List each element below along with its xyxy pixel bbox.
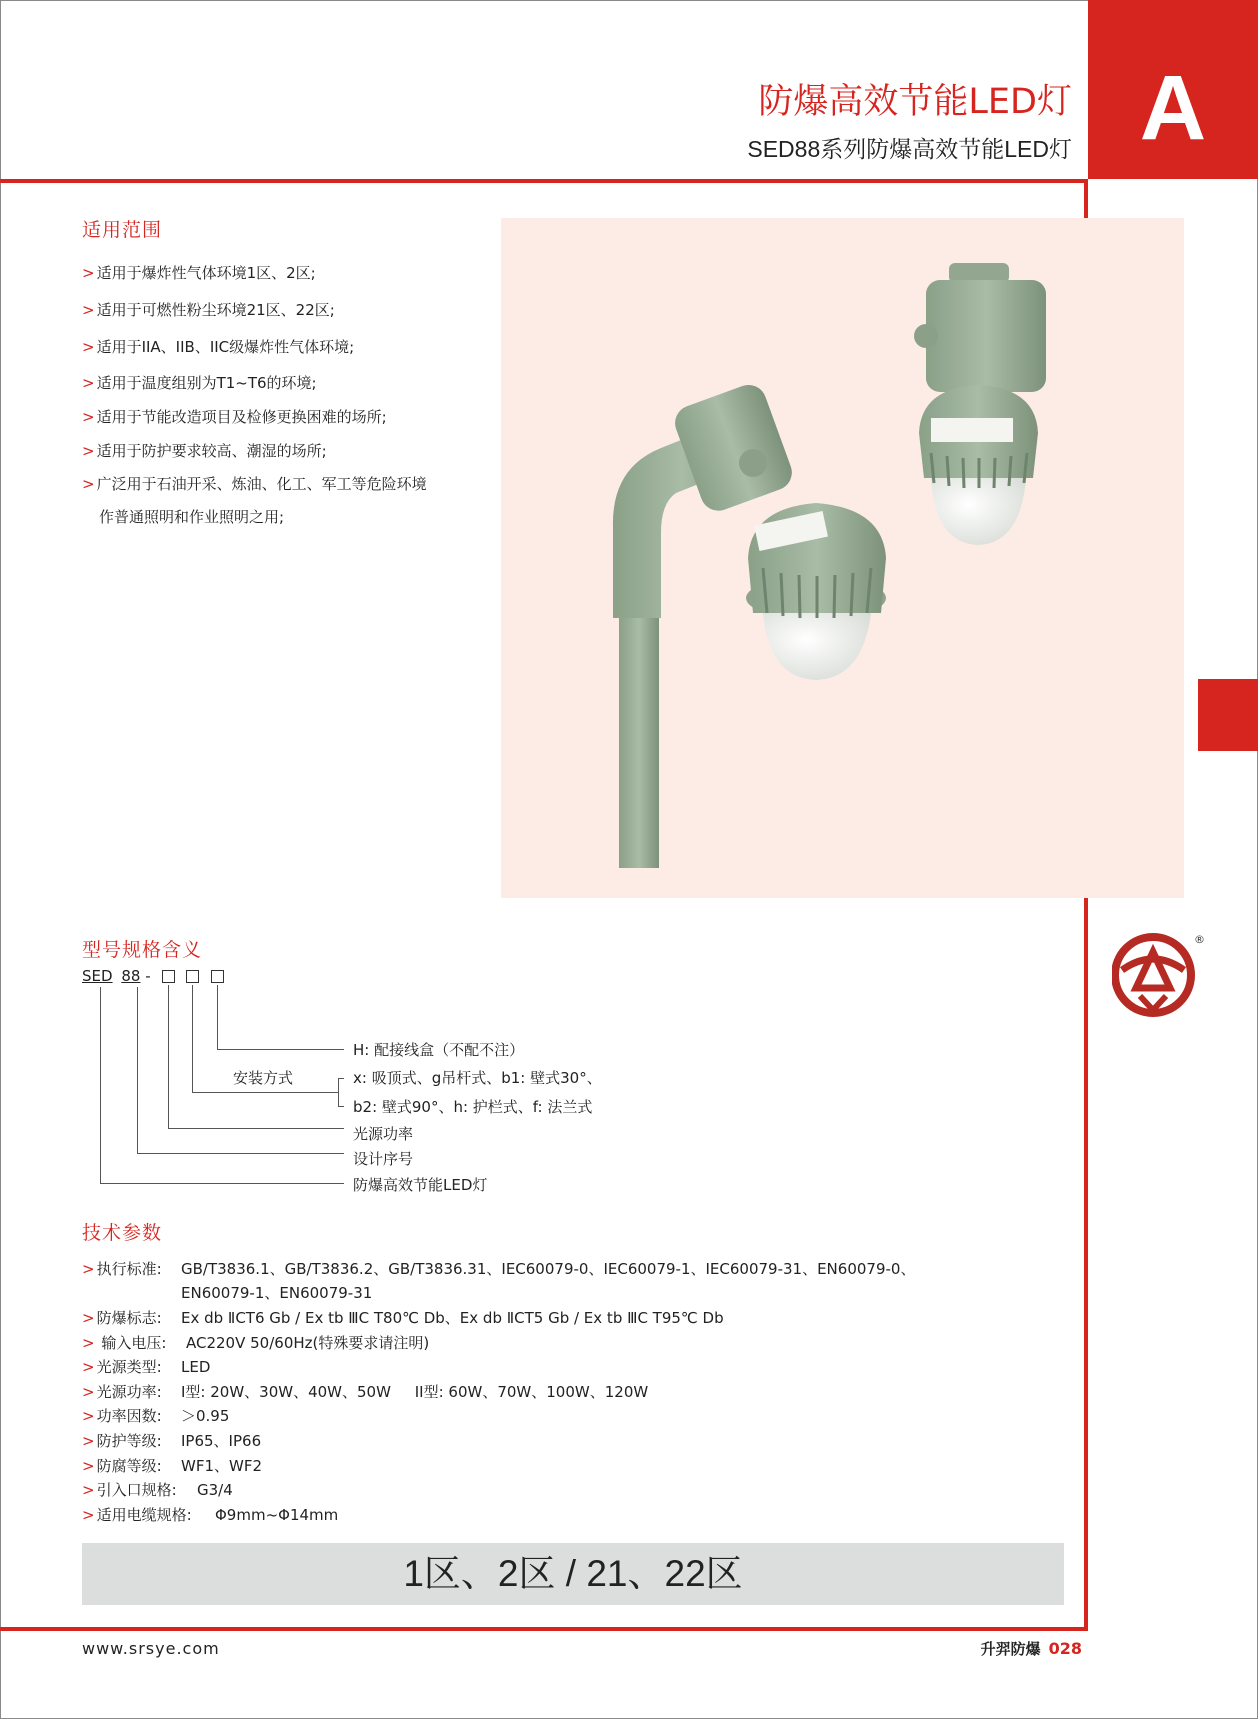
leader-line-design-h [137,1153,344,1154]
registered-mark: ® [1194,933,1205,946]
leader-line-power-h [168,1128,344,1129]
page-title: 防爆高效节能LED灯 [758,82,1072,122]
chevron-marker: > [82,1457,95,1475]
scope-heading: 适用范围 [82,219,163,241]
param-standard: > 执行标准: GB/T3836.1、GB/T3836.2、GB/T3836.31、IEC60079-0、IEC60079-1、IEC60079-31、EN60079-0、 [82,1260,916,1278]
page-number: 028 [1048,1639,1082,1658]
leader-line-junction-h [217,1049,344,1050]
code-slot-junction [211,970,224,983]
param-voltage: > 输入电压: AC220V 50/60Hz(特殊要求请注明) [82,1334,430,1352]
param-ip-rating: > 防护等级: IP65、IP66 [82,1432,262,1450]
leader-line-junction [217,985,218,1049]
legend-mounting-label: 安装方式 [233,1069,294,1087]
chevron-marker: > [82,338,95,356]
footer-rule [0,1627,1088,1631]
param-cable-entry: > 引入口规格: G3/4 [82,1481,233,1499]
code-slot-mounting [186,970,199,983]
scope-item: > 适用于防护要求较高、潮湿的场所; [82,442,327,460]
chevron-marker: > [82,1358,95,1376]
scope-item: > 适用于爆炸性气体环境1区、2区; [82,264,316,282]
leader-line-mounting [192,985,193,1092]
scope-item: > 适用于IIA、IIB、IIC级爆炸性气体环境; [82,338,355,356]
leader-line-design [137,987,138,1153]
param-power: > 光源功率: I型: 20W、30W、40W、50W II型: 60W、70W、100W、120W [82,1383,649,1401]
chevron-marker: > [82,264,95,282]
leader-line-power [168,985,169,1128]
chevron-marker: > [82,1407,95,1425]
chevron-marker: > [82,1334,95,1352]
code-series: 88 [121,967,141,985]
product-photo [501,218,1184,898]
footer-website[interactable]: www.srsye.com [82,1639,220,1658]
param-ex-marking: > 防爆标志: Ex db ⅡCT6 Gb / Ex tb ⅢC T80℃ Db、Ex db ⅡCT5 Gb / Ex tb ⅢC T95℃ Db [82,1309,724,1327]
brand-logo [1112,930,1202,1020]
scope-item: > 适用于温度组别为T1~T6的环境; [82,374,317,392]
chevron-marker: > [82,442,95,460]
chevron-marker: > [82,1506,95,1524]
legend-product: 防爆高效节能LED灯 [353,1176,488,1194]
chevron-marker: > [82,374,95,392]
chevron-marker: > [82,1432,95,1450]
model-code [82,966,151,986]
param-anticorrosion: > 防腐等级: WF1、WF2 [82,1457,263,1475]
scope-item: > 适用于节能改造项目及检修更换困难的场所; [82,408,387,426]
code-prefix: SED [82,967,113,985]
mounting-bracket-bottom [338,1106,344,1107]
scope-item: > 广泛用于石油开采、炼油、化工、军工等危险环境 [82,475,427,493]
param-power-factor: > 功率因数: ＞0.95 [82,1407,230,1425]
param-cable-spec: > 适用电缆规格: Φ9mm~Φ14mm [82,1506,339,1524]
leader-line-mounting-h [192,1092,338,1093]
chevron-marker: > [82,1309,95,1327]
chevron-marker: > [82,1260,95,1278]
side-tab-marker [1198,679,1258,751]
leader-line-product-h [100,1183,344,1184]
legend-design-no: 设计序号 [353,1150,414,1168]
model-heading: 型号规格含义 [82,939,203,961]
scope-item: > 适用于可燃性粉尘环境21区、22区; [82,301,335,319]
mounting-bracket-top [338,1078,344,1079]
legend-power: 光源功率 [353,1125,414,1143]
tech-heading: 技术参数 [82,1222,163,1244]
code-dash: - [145,967,151,985]
chevron-marker: > [82,475,95,493]
legend-junction-box: H: 配接线盒（不配不注） [353,1041,525,1059]
category-letter: A [1139,57,1207,159]
brand-seal-icon [1112,930,1202,1020]
chevron-marker: > [82,408,95,426]
legend-mounting-line2: b2: 壁式90°、h: 护栏式、f: 法兰式 [353,1098,593,1116]
brand-name: 升羿防爆 [980,1640,1041,1658]
code-slot-power [162,970,175,983]
footer-brand [981,1638,1082,1660]
param-standard-continued: EN60079-1、EN60079-31 [181,1284,373,1302]
page-subtitle: SED88系列防爆高效节能LED灯 [747,136,1072,162]
chevron-marker: > [82,301,95,319]
mounting-bracket [338,1078,339,1106]
param-source-type: > 光源类型: LED [82,1358,211,1376]
scope-item-continuation: 作普通照明和作业照明之用; [99,508,285,526]
zone-banner-text: 1区、2区 / 21、22区 [403,1553,743,1594]
chevron-marker: > [82,1481,95,1499]
leader-line-product [100,987,101,1183]
chevron-marker: > [82,1383,95,1401]
legend-mounting-line1: x: 吸顶式、g吊杆式、b1: 壁式30°、 [353,1069,602,1087]
explosion-proof-lamp-illustration [501,218,1184,898]
header-rule [0,179,1088,183]
